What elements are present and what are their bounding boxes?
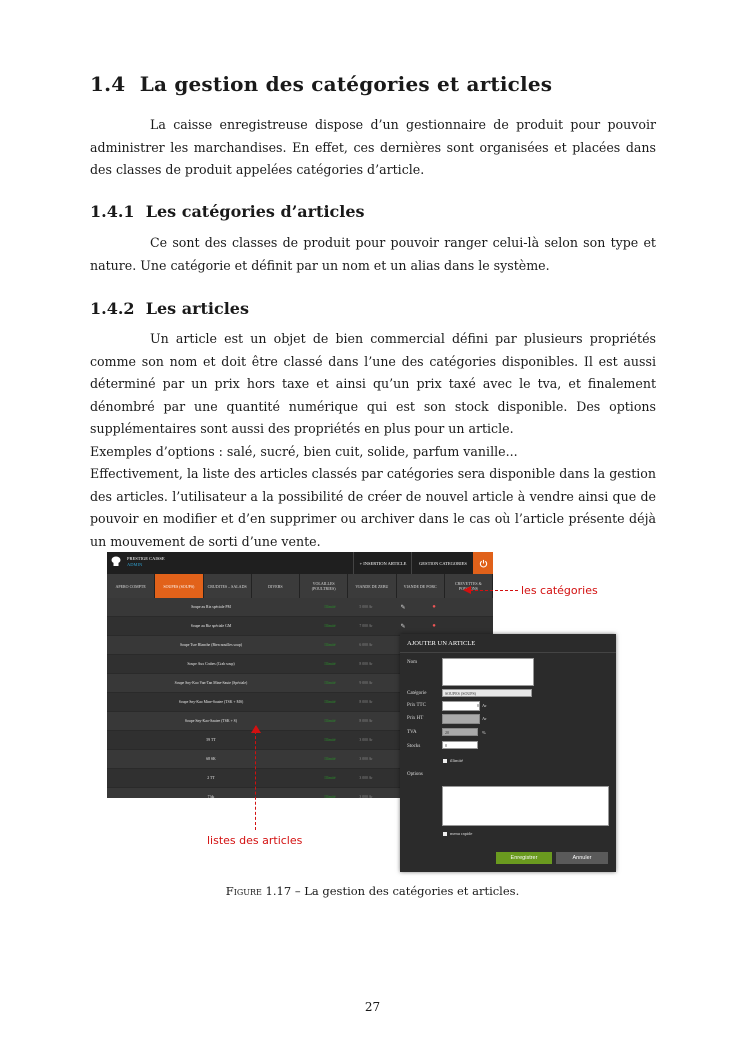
unlimited-label: illimité [450, 758, 463, 763]
edit-icon[interactable]: ✎ [400, 604, 406, 611]
article-price: 7 000 Ar [359, 624, 373, 628]
price-ttc-label: Prix TTC [407, 703, 426, 708]
subsection-1-paragraph: Ce sont des classes de produit pour pouvoir ranger celui-là selon son type et nature. Une catégorie et définit par un nom et un alias dans le système. [90, 235, 656, 273]
app-topbar [107, 552, 493, 574]
articles-management-paragraph: Effectivement, la liste des articles classés par catégories sera disponible dans la gestion des articles. l’utilisateur a la possibilité de créer de nouvel article à vendre ainsi que de pouvoir en modifier et d’en supprimer ou archiver dans le cas où l’article présente déjà un mouvement de sorti d’une vente. [90, 466, 656, 549]
price-ttc-unit: Ar [482, 703, 487, 708]
article-price: 3 000 Ar [359, 738, 373, 742]
subsection-1-heading: 1.4.1 Les catégories d’articles [90, 202, 365, 221]
article-price: 6 000 Ar [359, 643, 373, 647]
section-number: 1.4 [90, 72, 126, 96]
name-input[interactable] [442, 658, 534, 686]
stocks-input[interactable]: 0 [442, 741, 478, 749]
quick-menu-label: menu rapide [450, 831, 473, 836]
articles-arrow [255, 726, 257, 830]
options-textarea[interactable] [442, 786, 609, 826]
price-ht-label: Prix HT [407, 716, 424, 721]
article-name: Soupe Sny-Kao-Sautee (TSK + S) [184, 719, 238, 723]
article-name: Soupe Aux Crabes (Crab soup) [187, 662, 235, 666]
category-select[interactable]: SOUPES (SOUPS) [442, 689, 532, 697]
article-stock: Illimité [324, 605, 336, 609]
section-title: La gestion des catégories et articles [139, 72, 553, 96]
article-price: 9 000 Ar [359, 681, 373, 685]
edit-icon[interactable]: ✎ [400, 623, 406, 630]
name-label: Nom [407, 660, 417, 665]
categories-arrow [470, 590, 518, 591]
insert-article-button[interactable]: + INSERTION ARTICLE [353, 552, 412, 574]
categories-label: les catégories [521, 584, 598, 597]
dialog-title: AJOUTER UN ARTICLE [407, 640, 476, 647]
delete-icon[interactable]: ● [432, 604, 436, 610]
article-price: 3 000 Ar [359, 795, 373, 798]
article-name: 68 SK [206, 757, 216, 761]
article-stock: Illimité [324, 643, 336, 647]
options-label: Options [407, 772, 423, 777]
tva-label: TVA [407, 730, 417, 735]
article-stock: Illimité [324, 624, 336, 628]
price-ttc-input[interactable]: 0 [442, 701, 480, 711]
price-ht-unit: Ar [482, 716, 487, 721]
save-button[interactable]: Enregistrer [496, 852, 552, 864]
unlimited-checkbox[interactable] [443, 759, 447, 763]
tva-input[interactable]: 20 [442, 728, 478, 736]
category-tab[interactable]: CREVETTES & POISSONS [445, 574, 493, 598]
article-stock: Illimité [324, 738, 336, 742]
category-tab[interactable]: DIVERS [252, 574, 300, 598]
category-tab[interactable]: VIANDE DE ZEBU [348, 574, 396, 598]
chef-hat-icon [111, 556, 121, 568]
category-tab[interactable]: SOUPES (SOUPS) [155, 574, 203, 598]
article-price: 8 000 Ar [359, 719, 373, 723]
price-ht-input[interactable] [442, 714, 480, 724]
article-stock: Illimité [324, 719, 336, 723]
category-tab[interactable]: VOLAILLES (POULTRIES) [300, 574, 348, 598]
power-button[interactable] [473, 552, 493, 574]
dialog-divider [400, 652, 616, 653]
category-tab[interactable]: VIANDE DE PORC [397, 574, 445, 598]
article-price: 3 000 Ar [359, 776, 373, 780]
cancel-button[interactable]: Annuler [556, 852, 608, 864]
article-name: Soupe au Riz spéciale PM [191, 605, 231, 609]
tva-unit: % [482, 730, 486, 735]
add-article-dialog [400, 634, 616, 872]
article-name: Soupe Sny-Kao Mine-Sautee (TSK + MS) [178, 700, 244, 704]
articles-paragraph: Un article est un objet de bien commercial défini par plusieurs propriétés comme son nom et doit être classé dans l’une des catégories disponibles. Il est aussi déterminé par un prix hors taxe et ainsi qu’un prix taxé avec le tva, et finalement dénombré par une quantité numérique qui est son stock disponible. Des options supplémentaires sont aussi des propriétés en plus pour un article. [90, 331, 656, 436]
options-examples: Exemples d’options : salé, sucré, bien cuit, solide, parfum vanille... [90, 443, 518, 459]
article-stock: Illimité [324, 681, 336, 685]
article-stock: Illimité [324, 795, 336, 798]
article-price: 5 000 Ar [359, 605, 373, 609]
section-heading [90, 72, 552, 96]
power-icon [479, 559, 488, 568]
page-number: 27 [364, 1000, 381, 1014]
stocks-label: Stocks [407, 744, 421, 749]
article-name: 2 TT [207, 776, 215, 780]
article-stock: Illimité [324, 662, 336, 666]
app-brand: PRESTIGE CAISSE ADMIN [127, 556, 165, 567]
article-stock: Illimité [324, 757, 336, 761]
category-tab[interactable]: CRUDITES – SALADS [204, 574, 252, 598]
delete-icon[interactable]: ● [432, 623, 436, 629]
article-name: Soupe Tsre Blanche (Bien nouilles soup) [180, 643, 242, 647]
article-price: 3 000 Ar [359, 757, 373, 761]
subsection-2-body [90, 328, 656, 553]
article-name: 7 bk [207, 795, 215, 798]
category-tab[interactable]: APERO COMPTE [107, 574, 155, 598]
manage-categories-button[interactable]: GESTION CATEGORIES [411, 552, 474, 574]
intro-paragraph: La caisse enregistreuse dispose d’un gestionnaire de produit pour pouvoir administrer les marchandises. En effet, ces dernières sont organisées et placées dans des classes de produit appelées catégories d’article. [90, 117, 656, 177]
article-stock: Illimité [324, 700, 336, 704]
table-row[interactable] [107, 598, 493, 617]
article-name: 59 TT [206, 738, 216, 742]
articles-label: listes des articles [207, 834, 303, 847]
quick-menu-checkbox[interactable] [443, 832, 447, 836]
article-price: 8 000 Ar [359, 662, 373, 666]
category-label: Catégorie [407, 691, 427, 696]
article-name: Soupe au Riz spéciale GM [190, 624, 232, 628]
article-price: 8 000 Ar [359, 700, 373, 704]
figure-caption: Figure 1.17 – La gestion des catégories et articles. [225, 884, 520, 898]
article-name: Soupe Sny-Kao Van-Tan Mine-Saute (Spéciale) [174, 681, 248, 685]
subsection-2-heading: 1.4.2 Les articles [90, 299, 249, 318]
article-stock: Illimité [324, 776, 336, 780]
category-tabs [107, 574, 493, 598]
